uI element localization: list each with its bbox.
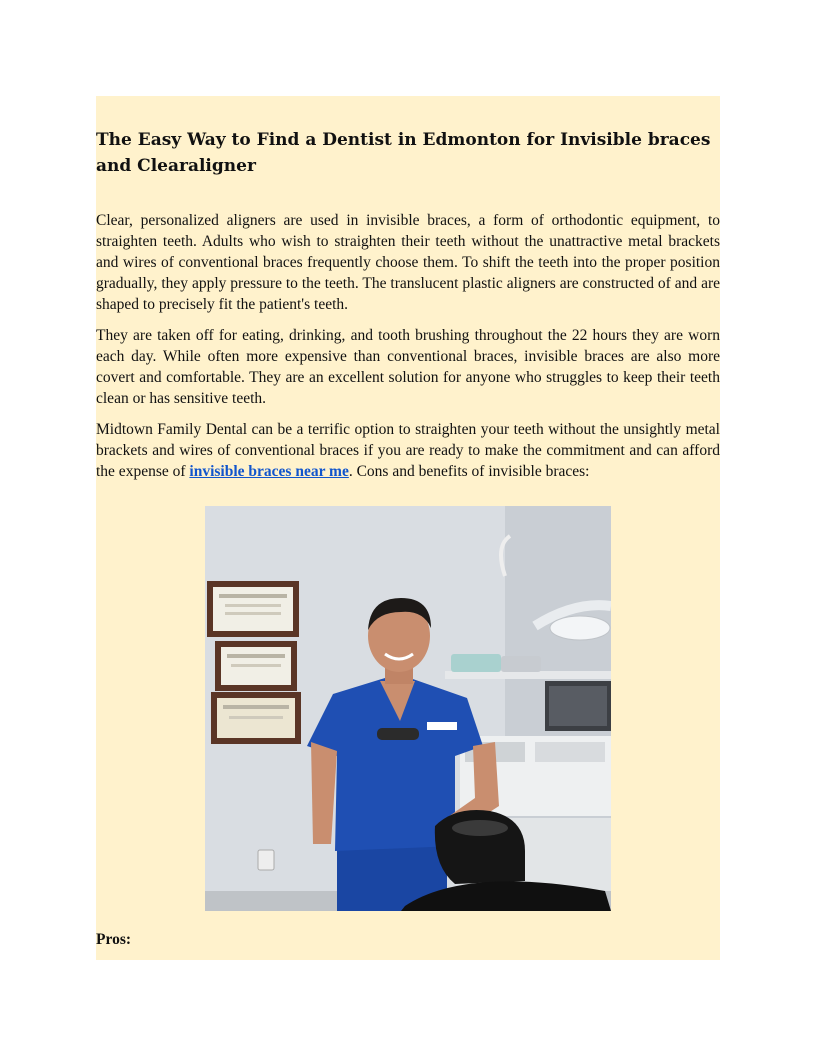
paragraph-2: They are taken off for eating, drinking, and tooth brushing throughout the 22 hours they are worn each day. While often more expensive than conventional braces, invisible braces are also more covert and comfortable. They are an excellent solution for anyone who struggles to keep their teeth clean or has sensitive teeth. bbox=[96, 327, 720, 407]
certificate-frame bbox=[207, 581, 299, 637]
document-page bbox=[96, 96, 720, 960]
paragraph-3-text: Midtown Family Dental can be a terrific option to straighten your teeth without the unsightly metal brackets and wires of conventional braces if you are ready to make the commitment and can afford the expense of bbox=[96, 421, 720, 480]
document-title: The Easy Way to Find a Dentist in Edmonton for Invisible braces and Clearaligner bbox=[96, 130, 711, 176]
dentist-photo bbox=[205, 506, 611, 911]
paragraph-3-tail: . Cons and benefits of invisible braces: bbox=[348, 463, 590, 480]
paragraph-1: Clear, personalized aligners are used in invisible braces, a form of orthodontic equipment, to straighten teeth. Adults who wish to straighten their teeth without the unattractive metal brackets and wires of conventional braces frequently choose them. To shift the teeth into the proper position gradually, they apply pressure to the teeth. The translucent plastic aligners are constructed of and are shaped to precisely fit the patient's teeth. bbox=[96, 212, 720, 313]
certificate-frame bbox=[215, 641, 297, 691]
paragraph-3 bbox=[96, 419, 720, 482]
invisible-braces-link[interactable]: invisible braces near me bbox=[189, 463, 349, 480]
certificate-frame bbox=[211, 692, 301, 744]
document-body bbox=[96, 210, 720, 492]
pros-heading: Pros: bbox=[96, 931, 132, 948]
